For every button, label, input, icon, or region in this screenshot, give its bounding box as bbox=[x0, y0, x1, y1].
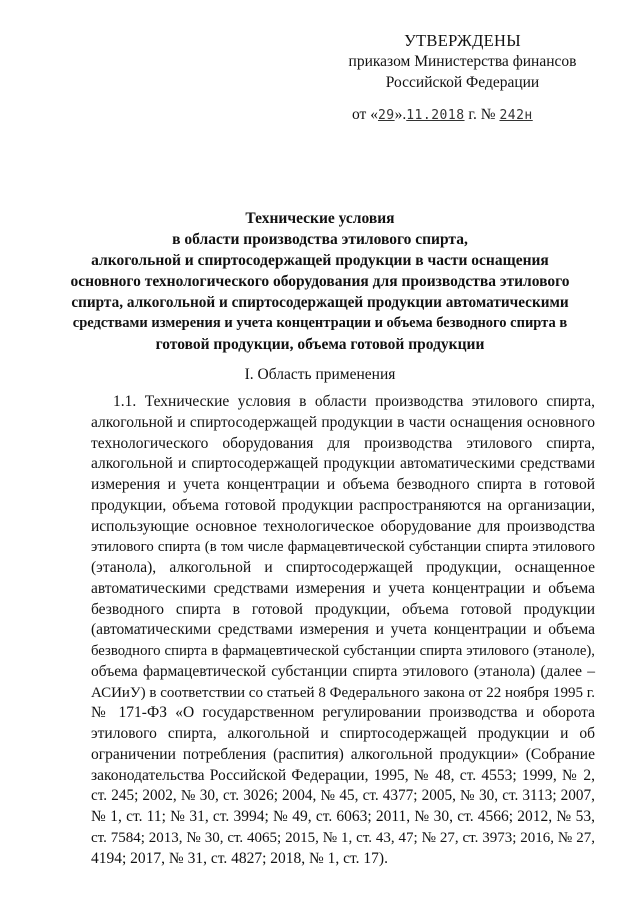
title-line: готовой продукции, объема готовой продукции bbox=[155, 336, 485, 353]
order-number: 242н bbox=[499, 108, 533, 123]
body-line: использующие основное технологическое оборудование для производства bbox=[91, 517, 595, 535]
body-line: (этанола), алкогольной и спиртосодержащей продукции, оснащенное bbox=[91, 559, 595, 576]
order-date-number bbox=[352, 106, 533, 124]
body-line: АСИиУ) в соответствии со статьей 8 Федерального закона от 22 ноября 1995 г. bbox=[91, 684, 595, 701]
title-line: в области производства этилового спирта, bbox=[172, 231, 468, 248]
approval-heading: УТВЕРЖДЕНЫ bbox=[404, 31, 521, 50]
body-line: безводного спирта в фармацевтической субстанции спирта этилового (этаноле), bbox=[91, 643, 595, 659]
body-line: 4194; 2017, № 31, ст. 4827; 2018, № 1, ст. 17). bbox=[91, 849, 388, 867]
title-line: спирта, алкогольной и спиртосодержащей продукции автоматическими bbox=[71, 294, 569, 311]
body-line: № 1, ст. 11; № 31, ст. 3994; № 49, ст. 6063; 2011, № 30, ст. 4566; 2012, № 53, bbox=[91, 808, 595, 825]
title-line: алкогольной и спиртосодержащей продукции в части оснащения bbox=[91, 252, 549, 269]
body-line: безводного спирта в готовой продукции, объема готовой продукции bbox=[91, 600, 595, 618]
body-line: автоматическими средствами измерения и учета концентрации и объема bbox=[91, 579, 595, 597]
body-line: 1.1. Технические условия в области производства этилового спирта, bbox=[113, 393, 595, 410]
approval-line-1: приказом Министерства финансов bbox=[348, 53, 577, 70]
title-line: средствами измерения и учета концентрации и объема безводного спирта в bbox=[72, 315, 568, 331]
title-line: Технические условия bbox=[245, 210, 395, 227]
body-line: продукции, объема готовой продукции распространяются на организации, bbox=[91, 496, 595, 514]
document-title bbox=[70, 208, 570, 355]
body-line: объема фармацевтической субстанции спирта этилового (этанола) (далее – bbox=[91, 662, 595, 680]
body-line: ст. 245; 2002, № 30, ст. 3026; 2004, № 45, ст. 4377; 2005, № 30, ст. 3113; 2007, bbox=[91, 787, 595, 805]
order-month-year: 11.2018 bbox=[406, 108, 465, 123]
title-line: основного технологического оборудования для производства этилового bbox=[70, 273, 570, 290]
approval-line-2: Российской Федерации bbox=[385, 74, 540, 91]
body-line: № 171-ФЗ «О государственном регулировании производства и оборота bbox=[91, 704, 595, 722]
order-year-suffix: г. № bbox=[464, 106, 500, 123]
order-day: 29 bbox=[377, 108, 395, 123]
body-line: технологического оборудования для производства этилового спирта, bbox=[91, 434, 595, 452]
body-line: измерения и учета концентрации и объема безводного спирта в готовой bbox=[91, 476, 595, 493]
body-line: этилового спирта (в том числе фармацевтической субстанции спирта этилового bbox=[91, 539, 595, 556]
body-line: ограничении потребления (распития) алкогольной продукции» (Собрание bbox=[91, 745, 595, 763]
body-line: законодательства Российской Федерации, 1995, № 48, ст. 4553; 1999, № 2, bbox=[91, 766, 595, 784]
body-paragraph bbox=[91, 392, 595, 869]
order-sep: ». bbox=[394, 106, 407, 123]
section-title: I. Область применения bbox=[244, 366, 396, 383]
order-prefix: от « bbox=[352, 106, 378, 123]
body-line: ст. 7584; 2013, № 30, ст. 4065; 2015, № 1, ст. 43, 47; № 27, ст. 3973; 2016, № 27, bbox=[91, 829, 595, 846]
body-line: этилового спирта, алкогольной и спиртосодержащей продукции и об bbox=[91, 725, 595, 742]
approval-block bbox=[325, 30, 600, 93]
body-line: алкогольной и спиртосодержащей продукции в части оснащения основного bbox=[91, 413, 595, 431]
body-line: алкогольной и спиртосодержащей продукции автоматическими средствами bbox=[91, 455, 595, 473]
body-line: (автоматическими средствами измерения и учета концентрации и объема bbox=[91, 621, 595, 639]
